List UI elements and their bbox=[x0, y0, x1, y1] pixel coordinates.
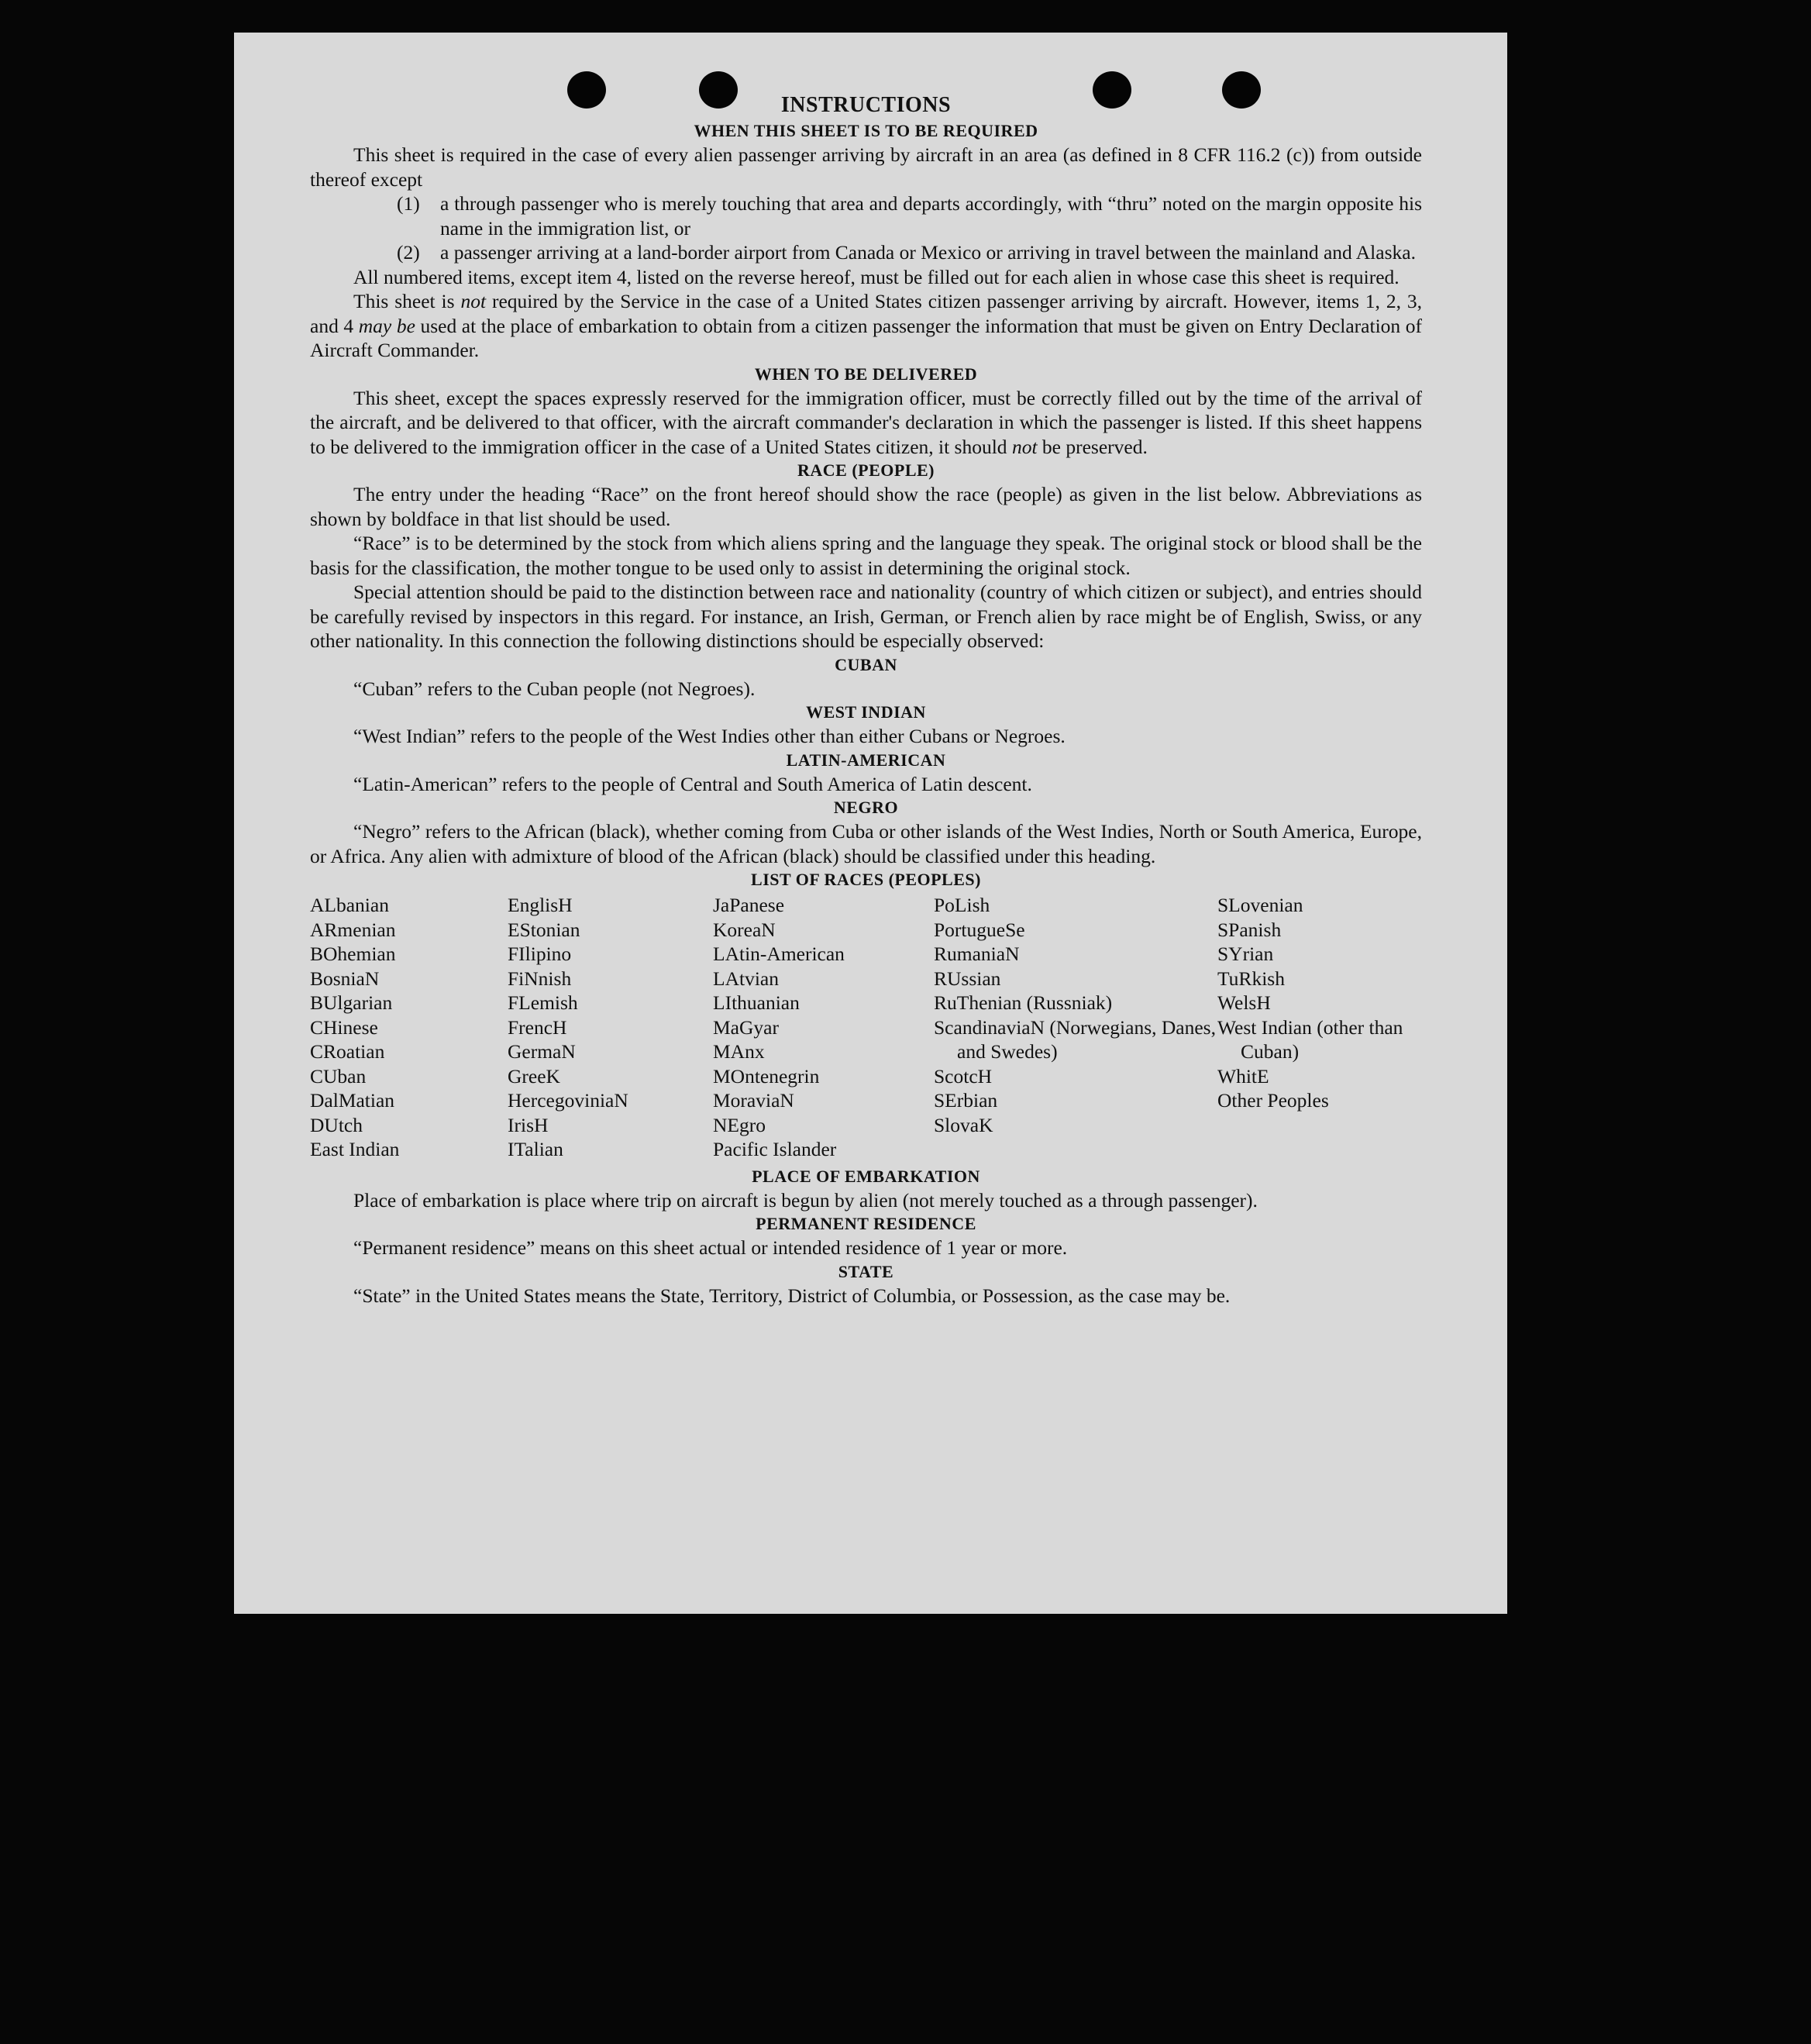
list-item: East Indian bbox=[310, 1138, 400, 1160]
list-item: IrisH bbox=[508, 1113, 549, 1136]
list-item: MoraviaN bbox=[713, 1089, 794, 1112]
list-item: FLemish bbox=[508, 991, 578, 1014]
list-item: ARmenian bbox=[310, 918, 396, 941]
section-heading-cuban: CUBAN bbox=[835, 654, 897, 674]
races-column-3 bbox=[713, 893, 934, 1162]
list-item: FiNnish bbox=[508, 967, 572, 990]
list-item: DalMatian bbox=[310, 1089, 395, 1112]
section-heading-races-list: LIST OF RACES (PEOPLES) bbox=[751, 870, 981, 889]
punch-hole-icon bbox=[1222, 71, 1261, 109]
list-item: BOhemian bbox=[310, 943, 396, 965]
races-column-2 bbox=[508, 893, 713, 1162]
list-item: Other Peoples bbox=[1217, 1089, 1329, 1112]
list-item: WhitE bbox=[1217, 1064, 1269, 1087]
list-item: LAtvian bbox=[713, 967, 779, 990]
race-paragraph-2: “Race” is to be determined by the stock from which aliens spring and the language they speak. The original stock or blood shall be the basis for the classification, the mother tongue to be used only to assist in determining the original stock. bbox=[310, 532, 1422, 579]
list-item: LIthuanian bbox=[713, 991, 800, 1014]
list-item: PoLish bbox=[934, 894, 990, 916]
cuban-text: “Cuban” refers to the Cuban people (not Negroes). bbox=[353, 677, 756, 700]
list-item: TuRkish bbox=[1217, 967, 1285, 990]
list-item: SlovaK bbox=[934, 1113, 993, 1136]
punch-hole-icon bbox=[567, 71, 606, 109]
section-heading-delivered: WHEN TO BE DELIVERED bbox=[754, 364, 978, 384]
exceptions-list bbox=[310, 191, 1422, 265]
list-item: ScotcH bbox=[934, 1064, 993, 1087]
list-item: CUban bbox=[310, 1064, 367, 1087]
west-indian-text: “West Indian” refers to the people of the West Indies other than either Cubans or Negroes. bbox=[353, 725, 1066, 747]
list-item: RuThenian (Russniak) bbox=[934, 991, 1113, 1014]
section-heading-embarkation: PLACE OF EMBARKATION bbox=[752, 1166, 980, 1186]
list-item: WelsH bbox=[1217, 991, 1271, 1014]
embarkation-text: Place of embarkation is place where trip on aircraft is begun by alien (not merely touched as a through passenger). bbox=[353, 1188, 1258, 1212]
race-paragraph-1: The entry under the heading “Race” on the front hereof should show the race (people) as given in the list below. Abbreviations as shown by boldface in that list should be used. bbox=[310, 483, 1422, 530]
punch-hole-icon bbox=[699, 71, 738, 109]
page-title: INSTRUCTIONS bbox=[780, 93, 952, 117]
races-column-4 bbox=[934, 893, 1217, 1162]
list-item: FrencH bbox=[508, 1015, 567, 1039]
section-heading-state: STATE bbox=[838, 1261, 894, 1281]
list-item: JaPanese bbox=[713, 894, 785, 916]
list-item: RumaniaN bbox=[934, 943, 1020, 965]
race-paragraph-3: Special attention should be paid to the distinction between race and nationality (country of which citizen or subject), and entries should be carefully revised by inspectors in this regard. For instance, an Irish, German, or French alien by race might be of English, Swiss, or any other nationality. In this connection the following distinctions should be especially observed: bbox=[310, 581, 1422, 652]
races-list bbox=[310, 893, 1422, 1162]
list-item: Pacific Islander bbox=[713, 1138, 837, 1160]
list-item: (1) a through passenger who is merely touching that area and departs accordingly, with “thru” noted on the margin opposite his name in the immigration list, or bbox=[397, 192, 1422, 240]
list-item: MAnx bbox=[713, 1040, 765, 1063]
races-column-5 bbox=[1217, 893, 1419, 1162]
punch-hole-icon bbox=[1093, 71, 1131, 109]
list-item: DUtch bbox=[310, 1113, 363, 1136]
list-item: MaGyar bbox=[713, 1015, 779, 1039]
list-item: NEgro bbox=[713, 1113, 766, 1136]
list-item: HercegoviniaN bbox=[508, 1089, 628, 1112]
list-item: (2) a passenger arriving at a land-border airport from Canada or Mexico or arriving in travel between the mainland and Alaska. bbox=[397, 241, 1416, 264]
list-item: West Indian (other than Cuban) bbox=[1217, 1015, 1403, 1063]
list-item: ITalian bbox=[508, 1138, 563, 1160]
instruction-sheet bbox=[234, 33, 1507, 1614]
list-item: SLovenian bbox=[1217, 894, 1303, 916]
list-item: GreeK bbox=[508, 1064, 560, 1087]
negro-text: “Negro” refers to the African (black), whether coming from Cuba or other islands of the West Indies, North or South America, Europe, or Africa. Any alien with admixture of blood of the African (black) should be classified under this heading. bbox=[310, 820, 1422, 867]
list-item: EStonian bbox=[508, 918, 580, 941]
list-item: SYrian bbox=[1217, 943, 1274, 965]
section-heading-residence: PERMANENT RESIDENCE bbox=[756, 1214, 976, 1233]
list-item: MOntenegrin bbox=[713, 1064, 820, 1087]
required-intro: This sheet is required in the case of every alien passenger arriving by aircraft in an area (as defined in 8 CFR 116.2 (c)) from outside thereof except bbox=[310, 143, 1422, 191]
list-item: FIlipino bbox=[508, 943, 572, 965]
races-column-1 bbox=[310, 893, 508, 1162]
section-heading-race: RACE (PEOPLE) bbox=[797, 460, 935, 480]
list-item: LAtin-American bbox=[713, 943, 845, 965]
list-item: ALbanian bbox=[310, 894, 389, 916]
list-item: ScandinaviaN (Norwegians, Danes, and Swedes) bbox=[934, 1015, 1216, 1063]
section-heading-latin-american: LATIN-AMERICAN bbox=[786, 750, 946, 770]
section-heading-required: WHEN THIS SHEET IS TO BE REQUIRED bbox=[694, 121, 1038, 140]
delivered-paragraph: This sheet, except the spaces expressly reserved for the immigration officer, must be correctly filled out by the time of the arrival of the aircraft, and be delivered to that officer, with the aircraft commander's declaration in which the passenger is listed. If this sheet happens to be delivered to the immigration officer in the case of a United States citizen, it should not be preserved. bbox=[310, 386, 1422, 458]
list-item: RUssian bbox=[934, 967, 1001, 990]
latin-american-text: “Latin-American” refers to the people of Central and South America of Latin descent. bbox=[353, 772, 1032, 795]
list-item: KoreaN bbox=[713, 918, 776, 941]
list-item: BosniaN bbox=[310, 967, 380, 990]
list-item: PortugueSe bbox=[934, 918, 1025, 941]
list-item: EnglisH bbox=[508, 894, 573, 916]
list-item: SErbian bbox=[934, 1089, 998, 1112]
list-item: CHinese bbox=[310, 1015, 378, 1039]
state-text: “State” in the United States means the State, Territory, District of Columbia, or Possession, as the case may be. bbox=[353, 1284, 1231, 1307]
list-item: SPanish bbox=[1217, 918, 1282, 941]
section-heading-negro: NEGRO bbox=[833, 798, 899, 817]
list-item: BUlgarian bbox=[310, 991, 393, 1014]
residence-text: “Permanent residence” means on this sheet actual or intended residence of 1 year or more. bbox=[353, 1236, 1068, 1259]
list-item: CRoatian bbox=[310, 1040, 385, 1063]
required-paragraph-2: All numbered items, except item 4, listed on the reverse hereof, must be filled out for each alien in whose case this sheet is required. bbox=[353, 265, 1400, 288]
required-paragraph-3: This sheet is not required by the Service in the case of a United States citizen passenger arriving by aircraft. However, items 1, 2, 3, and 4 may be used at the place of embarkation to obtain from a citizen passenger the information that must be given on Entry Declaration of Aircraft Commander. bbox=[310, 290, 1422, 361]
list-item: GermaN bbox=[508, 1040, 576, 1063]
section-heading-west-indian: WEST INDIAN bbox=[806, 702, 926, 722]
